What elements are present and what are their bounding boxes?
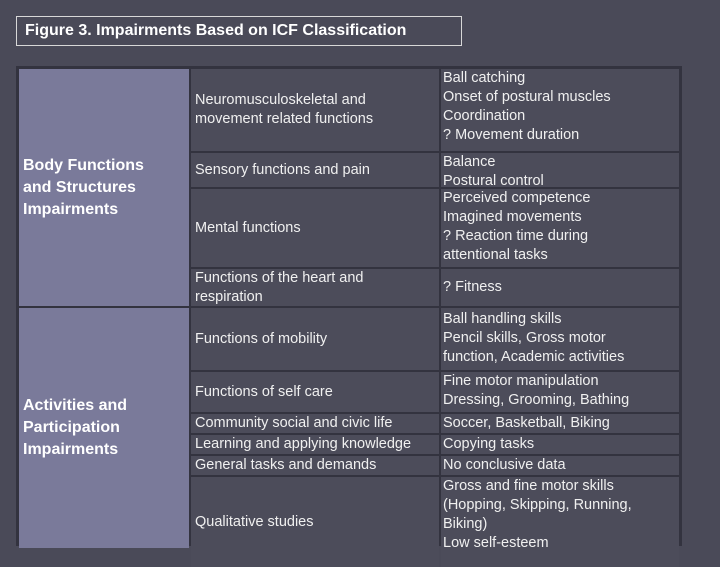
category-cell: Community social and civic life — [191, 414, 439, 433]
detail-cell: Soccer, Basketball, Biking — [441, 414, 679, 433]
category-cell: Functions of self care — [191, 372, 439, 412]
category-cell: Learning and applying knowledge — [191, 435, 439, 454]
category-cell: Functions of mobility — [191, 308, 439, 370]
figure-title: Figure 3. Impairments Based on ICF Classification — [16, 16, 462, 46]
detail-cell: Perceived competence Imagined movements ? Reaction time during attentional tasks — [441, 189, 679, 267]
section2-label: Activities and Participation Impairments — [23, 397, 128, 458]
section1-label: Body Functions and Structures Impairments — [23, 156, 144, 218]
category-cell: Mental functions — [191, 189, 439, 267]
detail-cell: ? Fitness — [441, 269, 679, 306]
category-cell: Neuromusculoskeletal and movement related functions — [191, 69, 439, 151]
detail-cell: Fine motor manipulation Dressing, Grooming, Bathing — [441, 372, 679, 412]
icf-table — [16, 66, 682, 551]
section-label-activities — [19, 308, 189, 548]
detail-cell: Ball catching Onset of postural muscles Coordination ? Movement duration — [441, 69, 679, 151]
detail-cell: Balance Postural control — [441, 153, 679, 187]
detail-cell: Ball handling skills Pencil skills, Gross motor function, Academic activities — [441, 308, 679, 370]
category-cell: Qualitative studies — [191, 477, 439, 567]
section-label-body-functions — [19, 69, 189, 306]
category-cell: General tasks and demands — [191, 456, 439, 475]
detail-cell: Gross and fine motor skills (Hopping, Skipping, Running, Biking) Low self-esteem — [441, 477, 679, 567]
detail-cell: Copying tasks — [441, 435, 679, 454]
category-cell: Sensory functions and pain — [191, 153, 439, 187]
category-cell: Functions of the heart and respiration — [191, 269, 439, 306]
detail-cell: No conclusive data — [441, 456, 679, 475]
